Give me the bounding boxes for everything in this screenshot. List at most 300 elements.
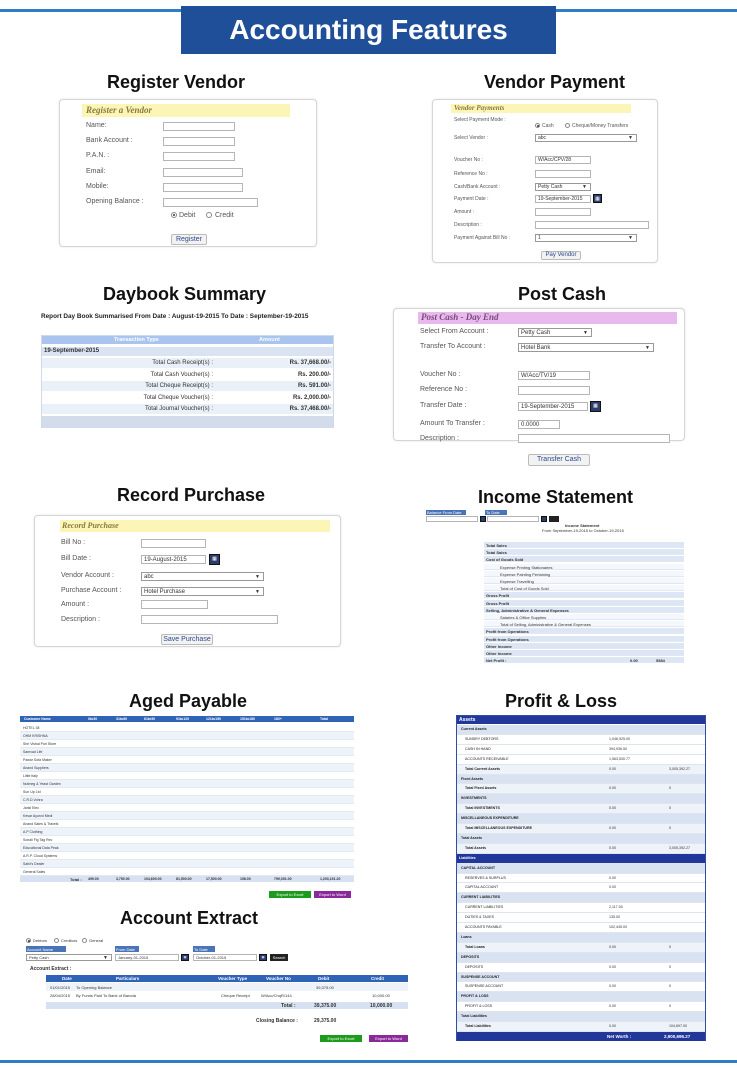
pl-row-total: 3,005,392.27 [669,766,690,771]
vendor-account-label: Vendor Account : [61,572,114,579]
ae-closing-value: 29,375.00 [314,1018,337,1024]
from-account-select[interactable] [518,328,592,337]
mobile-label: Mobile: [86,183,109,190]
payment-date-input[interactable]: 19-September-2015 [535,195,591,203]
pl-row-total: 0 [669,964,671,969]
pl-row-label: INVESTMENTS [461,796,487,801]
pl-row-label: CAPITAL ACCOUNT [461,865,496,870]
is-row-label: Cost of Goods Sold [486,557,524,563]
pl-row [457,745,705,755]
ap-total-value: 799,391.00 [274,877,292,881]
pl-row [457,725,705,735]
pl-row-total: 104,697.00 [669,1024,687,1029]
pl-row [457,933,705,943]
pl-row-label: CURRENT LIABILITIES [461,895,501,900]
pl-net-value: 2,900,695.27 [664,1034,691,1039]
ap-row [20,788,354,796]
calendar-icon[interactable] [480,516,486,522]
account-extract [26,937,416,1047]
daybook-date: 19-September-2015 [44,348,100,354]
ap-col-header: 91to120 [176,717,190,721]
voucher-no-input[interactable]: W/Acc/CPV/28 [535,156,591,164]
ap-row-name: Sun Up Ltd [23,790,41,794]
is-from-label: Balance From Date [427,510,462,515]
opening-balance-label: Opening Balance : [86,198,144,205]
pan-label: P.A.N. : [86,152,110,159]
from-account-label: Select From Account : [420,328,489,335]
pl-row-label: Total Liabilities [465,1024,491,1029]
ae-row-date: 01/01/2015 [50,985,71,990]
is-row-label: Expense Travelling [500,579,534,584]
daybook-row-type: Total Cheque Voucher(s) : [143,394,213,401]
bank-account-input[interactable] [163,137,235,146]
pl-row [457,963,705,973]
pl-row-label: CAPITAL ACCOUNT [465,885,499,890]
pl-row-amount: 0.00 [609,885,616,890]
ae-radio[interactable] [82,938,87,943]
is-row-label: Gross Profit [486,593,510,599]
ae-to-input[interactable]: October-01-2015 [193,954,257,961]
pl-row-label: DEPOSITS [461,954,480,959]
to-account-select[interactable] [518,343,654,352]
ap-row-name: Sahil's Dealer [23,862,45,866]
is-row-label: Profit from Operations [486,636,529,642]
pl-row-total: 0 [669,786,671,791]
ap-row [20,820,354,828]
select-vendor-label: Select Vendor : [454,135,488,141]
ap-col-header: 0to30 [88,717,98,721]
ap-col-header: 31to60 [116,717,128,721]
daybook-row-type: Total Cheque Receipt(s) : [145,383,213,389]
ap-col-header: 180+ [274,717,282,721]
pl-row-label: MISCELLANEOUS EXPENDITURE [461,816,519,821]
pl-row-amount: 0.00 [609,875,616,880]
vendor-account-select[interactable] [141,572,264,581]
pl-row-label: SUSPENSE ACCOUNT [465,984,504,989]
ap-row [20,724,354,732]
ap-export-word-button[interactable]: Export to Word [314,891,351,898]
credit-radio[interactable] [206,212,212,218]
transfer-cash-button[interactable]: Transfer Cash [528,454,590,466]
daybook-row-type: Total Cash Receipt(s) : [152,360,213,366]
daybook-row-amount: Rs. 200.00/- [297,371,331,378]
to-account-value: Hotel Bank [521,345,551,351]
pl-row-label: PROFIT & LOSS [461,994,489,999]
pl-row-amount: 0.00 [609,1024,616,1029]
vendor-select[interactable] [535,134,637,142]
ap-row-name: Kesar Ayurvd Medi [23,814,53,818]
ap-total-value: 198.00 [240,877,251,881]
is-search-button[interactable] [549,516,559,522]
debit-radio[interactable] [171,212,177,218]
pc-amount-label: Amount To Transfer : [420,420,485,427]
register-button[interactable]: Register [171,234,207,245]
vendor-account-value: abc [144,574,154,580]
ae-export-excel-button[interactable]: Export to Excel [320,1035,362,1042]
pl-row-amount: 0.00 [609,786,616,791]
is-row-label: Expense Printing Stationaries [500,564,553,570]
ap-total-value: 3,750.00 [116,877,130,881]
ae-row-debit: 39,375.00 [316,985,334,990]
debit-label: Debit [179,212,196,219]
reference-no-input[interactable] [535,170,591,178]
pl-row-label: Loans [461,934,472,939]
is-title: Income Statement [565,523,600,528]
pl-row-amount: 102,445.00 [609,925,627,930]
cash-bank-account-label: Cash/Bank Account : [454,184,501,190]
calendar-icon[interactable]: ▦ [593,194,602,203]
rp-amount-label: Amount : [61,601,90,608]
ae-closing-label: Closing Balance : [256,1018,298,1024]
pl-row-amount: 0.00 [609,944,616,949]
pl-row-label: Total INVESTMENTS [465,806,500,811]
ap-row-name: Shri Vishal Puri Store [23,742,57,746]
is-row-label: Total Sales [486,550,507,556]
pl-row [457,854,705,864]
pc-description-label: Description : [420,435,459,442]
bill-no-select-value: 1 [538,235,541,241]
daybook-col-amount: Amount [259,337,280,343]
description-input[interactable] [535,221,649,229]
pl-row-label: Total Assets [465,845,486,850]
ap-col-header: 121to150 [206,717,221,721]
is-row-label: Salaries & Office Supplies [500,615,547,620]
pl-row-label: CURRENT LIABILITIES [465,905,504,910]
pl-row-label: ACCOUNTS RECEIVABLE [465,756,509,761]
ae-row-particulars: To Opening Balance [76,985,113,990]
ae-col-header: Credit [371,976,385,981]
pl-row-total: 0 [669,984,671,989]
pl-row [457,992,705,1002]
ae-extract-label: Account Extract : [30,966,72,972]
ap-total-value: 1,203,191.20 [320,877,341,881]
ae-radio[interactable] [54,938,59,943]
pl-row-total: 0 [669,826,671,831]
ap-row [20,796,354,804]
pl-row-amount: 1,046,925.00 [609,736,630,741]
chevron-down-icon: ▼ [255,589,260,595]
mode-cheque-radio[interactable] [565,123,570,128]
name-label: Name: [86,122,107,129]
is-row-label: Other Income [486,643,512,649]
ae-account-select[interactable] [26,954,112,961]
ap-row [20,868,354,876]
vendor-payment-panel [432,99,658,263]
pl-row-label: Total Current Assets [465,766,500,771]
name-input[interactable] [163,122,235,131]
cash-bank-select-value: Petty Cash [538,184,563,190]
voucher-no-label: Voucher No : [454,157,483,163]
bill-date-label: Bill Date : [61,555,91,562]
is-row-label: Net Profit : [486,658,507,664]
ae-total-debit: 39,375.00 [314,1003,337,1009]
ae-row-credit: 10,000.00 [372,993,390,998]
ae-radio[interactable] [26,938,31,943]
chevron-down-icon: ▼ [255,574,260,580]
ap-col-header: Customer Name [24,717,51,721]
pl-row [457,834,705,844]
email-label: Email: [86,168,106,175]
ae-col-header: Voucher Type [218,976,248,981]
ap-total-value: 81,500.00 [176,877,192,881]
ap-col-header: 151to180 [240,717,255,721]
bill-date-input[interactable]: 19-August-2015 [141,555,206,564]
email-input[interactable] [163,168,243,177]
pl-row [457,913,705,923]
ae-row-voucher-type: Cheque Receipt [221,993,250,998]
calendar-icon[interactable]: ▦ [209,554,220,565]
amount-label: Amount : [454,209,475,215]
daybook-header-row [42,336,333,344]
ap-export-excel-button[interactable]: Export to Excel [269,891,311,898]
ae-col-header: Particulars [116,976,140,981]
pl-row-total: 0 [669,944,671,949]
pl-row-label: ACCOUNTS PAYABLE [465,925,502,930]
mode-cheque-label: Cheque/Money Transfers [572,123,629,129]
ap-row [20,748,354,756]
ap-total-value: 499.00 [88,877,99,881]
ap-row [20,844,354,852]
purchase-account-select[interactable] [141,587,264,596]
purchase-account-value: Hotel Purchase [144,589,186,595]
ap-row-name: Little Italy [23,774,38,778]
pl-row-total: 0 [669,806,671,811]
vendor-select-value: abc [538,135,547,141]
is-net-a: 0.00 [630,658,638,664]
is-row [484,643,684,649]
pl-row [457,953,705,963]
credit-label: Credit [215,212,234,219]
chevron-down-icon: ▼ [645,345,650,351]
aged-payable-table [20,716,354,882]
pl-row-label: RESERVES & SURPLUS [465,875,506,880]
daybook-row-amount: Rs. 37,668.00/- [289,360,331,366]
pl-row [457,1022,705,1032]
pl-row-amount: 0.00 [609,1004,616,1009]
ap-row-name: Samvad Life [23,750,43,754]
ap-total-label: Total : [70,877,82,882]
ae-radio-label: General [89,938,104,943]
pl-row [457,794,705,804]
ap-row-name: Educational Data Peak [23,846,59,850]
to-account-label: Transfer To Account : [420,343,486,350]
pc-voucher-input[interactable]: W/Acc/TV/19 [518,371,590,380]
ae-export-word-button[interactable]: Export to Word [369,1035,408,1042]
pl-row-amount: 394,936.50 [609,746,627,751]
bill-no-select[interactable] [535,234,637,242]
is-row [484,542,684,548]
chevron-down-icon: ▼ [582,184,587,190]
mobile-input[interactable] [163,183,243,192]
register-vendor-panel [59,99,317,247]
pc-voucher-label: Voucher No : [420,371,461,378]
calendar-icon[interactable] [541,516,547,522]
ae-col-header: Date [62,976,72,981]
is-row-label: Total of Selling, Administrative & General Expenses [500,622,591,628]
is-net-b: 5584 [656,658,665,664]
pc-date-label: Transfer Date : [420,402,467,409]
heading-register-vendor: Register Vendor [107,72,246,92]
pl-row-amount: 135.00 [609,915,620,920]
mode-cash-label: Cash [542,123,554,129]
ae-account-value: Petty Cash [29,955,49,960]
ap-row [20,732,354,740]
calendar-icon[interactable]: ▦ [590,401,601,412]
is-row-label: Selling, Administrative & General Expenses [486,607,569,613]
ae-from-label: From Date [116,947,135,952]
payment-date-label: Payment Date : [454,196,489,202]
bill-no-label: Bill No : [61,539,86,546]
bank-account-label: Bank Account : [86,137,133,144]
ap-row-name: A.R.P. Cloud Systems [23,854,58,858]
is-row [484,549,684,555]
ap-row-name: HOTEL 38 [23,726,40,730]
is-row-label: Other Income [486,651,512,656]
pl-row-label: Liabilities [459,855,476,860]
ap-col-header: Total [320,717,329,721]
ap-row-name: Nutmeg & Yeast Garden [23,782,61,786]
ap-row-name: Sonali Fig Tag Rec [23,838,53,842]
pl-row-total: 0 [669,1004,671,1009]
ap-row [20,804,354,812]
pl-row-label: PROFIT & LOSS [465,1004,493,1009]
record-purchase-title: Record Purchase [62,521,119,530]
ap-row [20,764,354,772]
rp-description-label: Description : [61,616,100,623]
pc-reference-label: Reference No : [420,386,468,393]
pl-row-amount: 0.00 [609,826,616,831]
daybook-row-amount: Rs. 37,468.00/- [289,406,331,412]
ap-col-header: 61to90 [144,717,156,721]
daybook-row-type: Total Journal Voucher(s) : [144,406,213,412]
ap-row-name: Janki Elec [23,806,39,810]
pl-row-label: Total Assets [461,835,482,840]
rp-description-input[interactable] [141,615,278,624]
reference-no-label: Reference No : [454,171,488,177]
bill-no-input[interactable] [141,539,206,548]
rp-amount-input[interactable] [141,600,208,609]
is-to-label: To Date [486,510,500,515]
daybook-col-type: Transaction Type [114,337,159,343]
ae-radio-label: Debtors [33,938,48,943]
ae-to-label: To Date [194,947,208,952]
daybook-footer [42,416,333,428]
cash-bank-select[interactable] [535,183,591,191]
heading-account-extract: Account Extract [120,908,259,928]
is-row [484,657,684,663]
pc-amount-input[interactable]: 0.0000 [518,420,560,429]
pl-row [457,775,705,785]
ae-row-voucher-no: W/Acc/ChqR/144 [261,993,292,998]
chevron-down-icon: ▼ [103,955,108,961]
record-purchase-panel [34,515,341,647]
calendar-icon[interactable]: ▦ [181,954,189,961]
ap-row [20,756,354,764]
is-subtitle: From September-19-2015 to October-19-2015 [542,528,624,533]
heading-profit-loss: Profit & Loss [505,691,618,711]
pl-net-label: Net Worth : [607,1034,632,1039]
pl-row-label: Total Loans [465,944,485,949]
is-row [484,592,684,598]
ae-col-header: Debit [318,976,330,981]
chevron-down-icon: ▼ [628,235,633,241]
ap-row [20,772,354,780]
ap-row [20,860,354,868]
heading-income-statement: Income Statement [478,487,634,507]
payment-against-bill-label: Payment Against Bill No : [454,235,511,241]
ap-row [20,836,354,844]
ae-from-input[interactable]: January-01-2015 [115,954,179,961]
ap-row [20,828,354,836]
is-from-input[interactable] [426,516,478,522]
pl-row-label: Total MISCELLANEOUS EXPENDITURE [465,826,533,831]
ap-row-name: OHM KRISHNA [23,734,48,738]
ap-total-value: 104,600.00 [144,877,162,881]
is-row-label: Profit from Operations [486,629,529,635]
is-to-input[interactable] [487,516,539,522]
is-row [484,600,684,606]
pay-vendor-button[interactable]: Pay Vendor [541,251,581,260]
ap-row [20,780,354,788]
profit-loss-table [456,715,706,1041]
daybook-row-type: Total Cash Voucher(s) : [150,371,213,378]
pan-input[interactable] [163,152,235,161]
pl-row-label: SUNDRY DEBTORS [465,736,499,741]
ae-total-label: Total : [281,1003,296,1009]
pl-row-label: Total Liabilities [461,1014,487,1019]
heading-aged-payable: Aged Payable [129,691,248,711]
ap-row [20,812,354,820]
ap-row-name: Anand Suppliers [23,766,49,770]
purchase-account-label: Purchase Account : [61,587,122,594]
page-banner: Accounting Features [181,6,556,54]
pl-row-label: SUSPENSE ACCOUNT [461,974,500,979]
opening-balance-input[interactable] [163,198,258,207]
vendor-payment-title: Vendor Payments [454,104,505,112]
calendar-icon[interactable]: ▦ [259,954,267,961]
pl-row [457,844,705,854]
mode-cash-radio[interactable] [535,123,540,128]
ae-search-button[interactable]: Search [270,954,288,961]
save-purchase-button[interactable]: Save Purchase [161,634,213,645]
ae-row-date: 28/04/2015 [50,993,71,998]
ap-row-name: Anand Sales & Travels [23,822,59,826]
pl-row-amount: 0.00 [609,984,616,989]
pc-description-input[interactable] [518,434,670,443]
is-row-label: Gross Profit [486,600,510,606]
pc-date-input[interactable]: 19-September-2015 [518,402,588,411]
pl-row-amount: 0.00 [609,964,616,969]
pl-header-assets: Assets [459,717,476,723]
chevron-down-icon: ▼ [583,330,588,336]
heading-record-purchase: Record Purchase [117,485,266,505]
ap-row [20,852,354,860]
amount-input[interactable] [535,208,591,216]
daybook-report-line: Report Day Book Summarised From Date : August-19-2015 To Date : September-19-2015 [41,313,309,320]
pc-reference-input[interactable] [518,386,590,395]
payment-mode-label: Select Payment Mode : [454,117,506,123]
pl-row-amount: 2,117.00 [609,905,623,910]
income-statement [424,510,686,674]
pl-row [457,943,705,953]
post-cash-panel [393,308,685,441]
ae-col-header: Voucher No [266,976,291,981]
heading-daybook: Daybook Summary [103,284,267,304]
pl-row-label: DUTIES & TAXES [465,915,495,920]
pl-row-amount: 1,563,530.77 [609,756,630,761]
ap-row-name: C.R.D.Vohra [23,798,43,802]
ap-row-name: General Sales [23,870,46,874]
